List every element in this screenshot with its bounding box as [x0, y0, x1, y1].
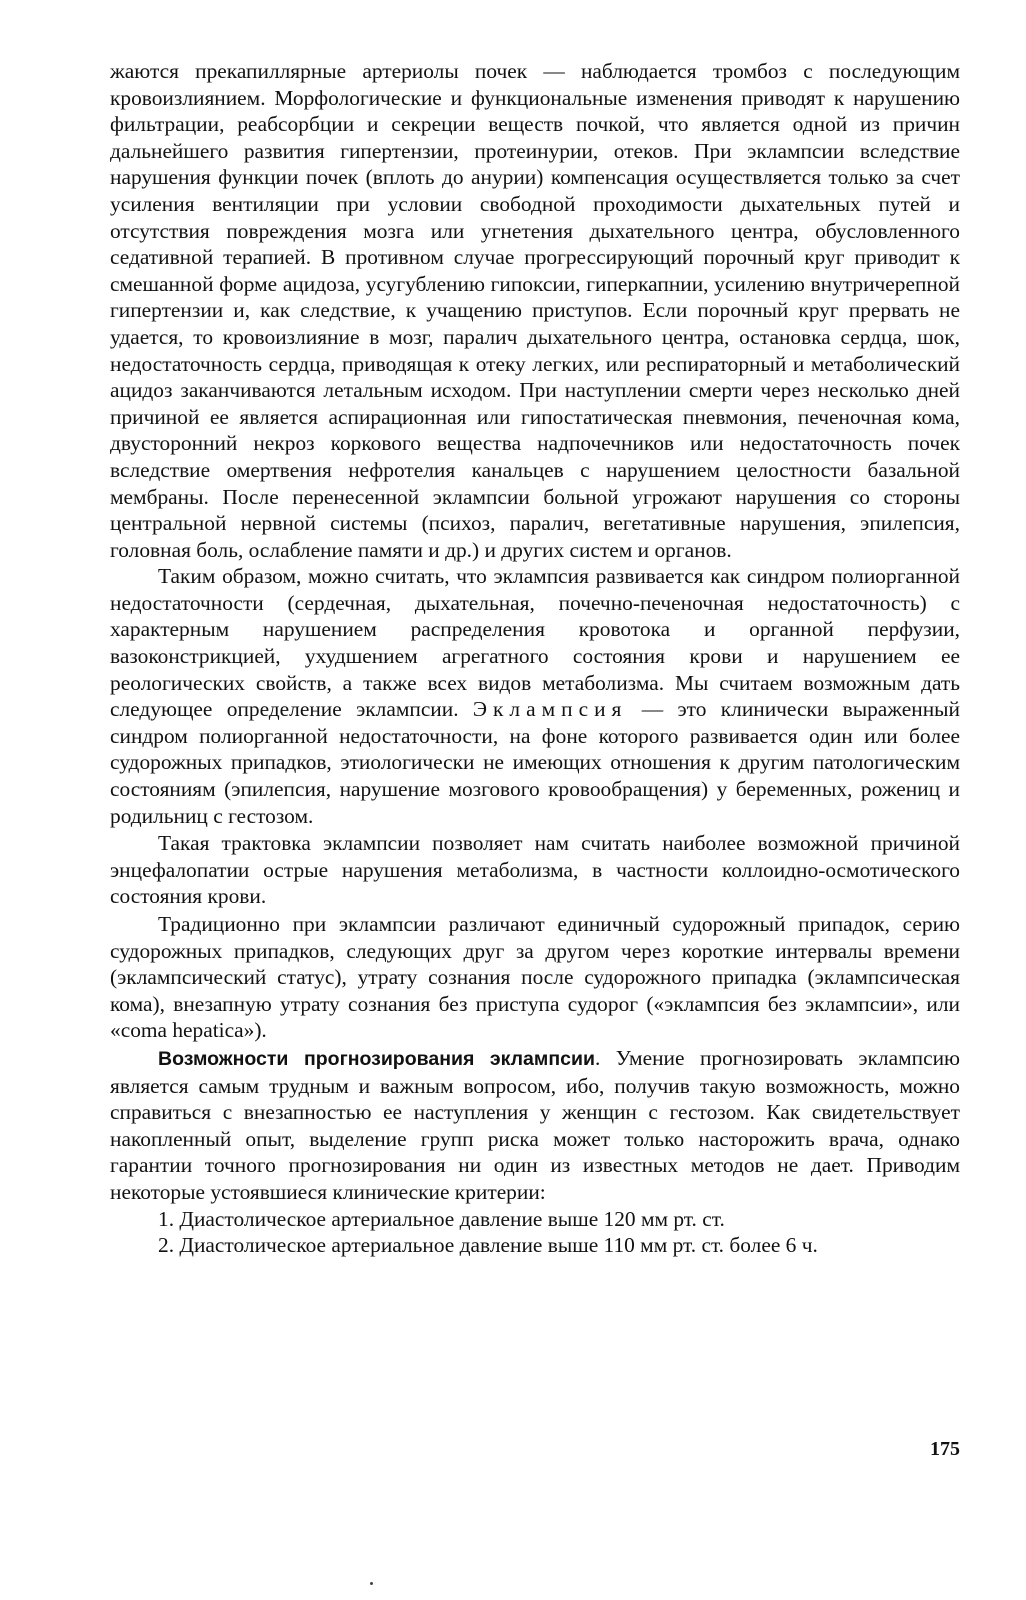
paragraph-5-text: . Умение прогнозировать эклампсию является самым трудным и важным вопросом, ибо, получив такую возможность, можно справиться с внезапностью ее наступления у женщин с гестозом. Как свидетельствует накопленный опыт, выделение групп риска может только насторожить врача, однако гарантии точного прогнозирования ни один из известных методов не дает. Приводим некоторые устоявшиеся клинические критерии: — [110, 1045, 960, 1204]
section-heading: Возможности прогнозирования эклампсии — [158, 1047, 595, 1070]
paragraph-1: жаются прекапиллярные артериолы почек — наблюдается тромбоз с последующим кровоизлиянием. Морфологические и функциональные изменения приводят к нарушению фильтрации, реабсорбции и секреции веществ почкой, что является одной из причин дальнейшего развития гипертензии, протеинурии, отеков. При эклампсии вследствие нарушения функции почек (вплоть до анурии) компенсация осуществляется только за счет усиления вентиляции при условии свободной проходимости дыхательных путей и отсутствия повреждения мозга или угнетения дыхательного центра, обусловленного седативной терапией. В противном случае прогрессирующий порочный круг приводит к смешанной форме ацидоза, усугублению гипоксии, гиперкапнии, усилению внутричерепной гипертензии и, как следствие, к учащению приступов. Если порочный круг прервать не удается, то кровоизлияние в мозг, паралич дыхательного центра, остановка сердца, шок, недостаточность сердца, приводящая к отеку легких, или респираторный и метаболический ацидоз заканчиваются летальным исходом. При наступлении смерти через несколько дней причиной ее является аспирационная или гипостатическая пневмония, печеночная кома, двусторонний некроз коркового вещества надпочечников или недостаточность почек вследствие омертвения нефротелия канальцев с нарушением целостности базальной мембраны. После перенесенной эклампсии больной угрожают нарушения со стороны центральной нервной системы (психоз, паралич, вегетативные нарушения, эпилепсия, головная боль, ослабление памяти и др.) и других систем и органов. — [110, 59, 960, 562]
paragraph-2 — [110, 563, 960, 829]
paragraph-3: Такая трактовка эклампсии позволяет нам считать наиболее возможной причиной энцефалопатии острые нарушения метаболизма, в частности коллоидно-осмотического состояния крови. — [110, 831, 960, 909]
page-body — [110, 58, 960, 1259]
paragraph-5 — [110, 1045, 960, 1206]
page-number: 175 — [930, 1438, 960, 1460]
paragraph-2-text-before: Таким образом, можно считать, что эклампсия развивается как синдром полиорганной недостаточности (сердечная, дыхательная, почечно-печеночная недостаточность) с характерным нарушением распределения кровотока и органной перфузии, вазоконстрикцией, ухудшением агрегатного состояния крови и нарушением ее реологических свойств, а также всех видов метаболизма. Мы считаем возможным дать следующее определение эклампсии. — [110, 564, 960, 722]
paragraph-4: Традиционно при эклампсии различают единичный судорожный припадок, серию судорожных припадков, следующих друг за другом через короткие интервалы времени (эклампсический статус), утрату сознания после судорожного припадка (эклампсическая кома), внезапную утрату сознания без приступа судорог («эклампсия без эклампсии», или «coma hepatica»). — [110, 912, 960, 1043]
criteria-item-2: 2. Диастолическое артериальное давление выше 110 мм рт. ст. более 6 ч. — [158, 1233, 818, 1258]
definition-term: Эклампсия — [472, 697, 628, 722]
paragraph-2-text-after: — это клинически выраженный синдром полиорганной недостаточности, на фоне которого развивается один или более судорожных припадков, этиологически не имеющих отношения к другим патологическим состояниям (эпилепсия, нарушение мозгового кровообращения) у беременных, рожениц и родильниц с гестозом. — [110, 697, 960, 828]
criteria-item-1: 1. Диастолическое артериальное давление выше 120 мм рт. ст. — [158, 1206, 725, 1231]
scan-speck — [370, 1582, 373, 1585]
